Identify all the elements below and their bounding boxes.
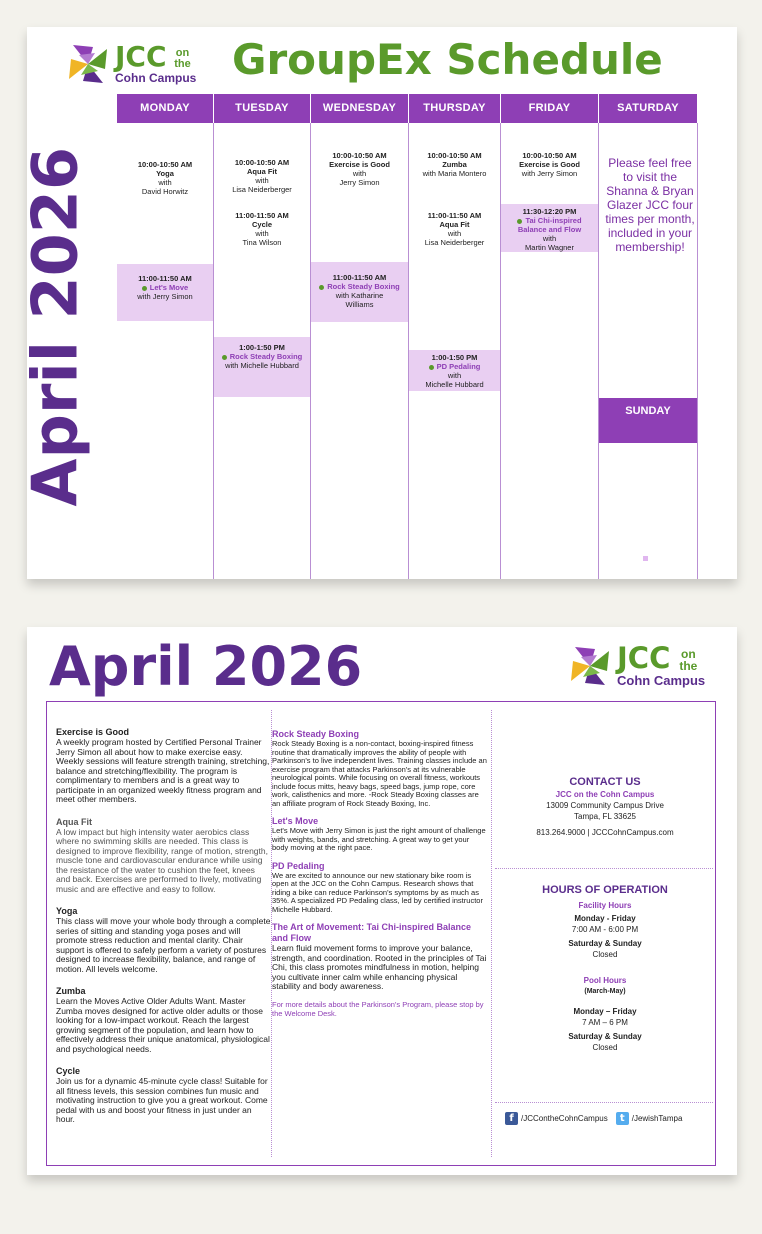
class-name: Zumba [442, 160, 467, 169]
description-heading: Let's Move [272, 816, 319, 826]
class-name: Aqua Fit [439, 220, 470, 229]
schedule-title: GroupEx Schedule [232, 35, 663, 84]
description-block [56, 727, 271, 805]
description-heading: The Art of Movement: Tai Chi-inspired Balance and Flow [272, 922, 472, 943]
class-instructor: Martin Wagner [525, 243, 574, 252]
description-heading: Aqua Fit [56, 816, 92, 827]
class-name: Cycle [251, 220, 272, 229]
class-with: with [542, 234, 557, 243]
class-name: Exercise is Good [519, 160, 580, 169]
class-instructor: Lisa Neiderberger [232, 185, 292, 194]
class-name: Exercise is Good [329, 160, 390, 169]
saturday-membership-note: Please feel free to visit the Shanna & Bryan Glazer JCC four times per month, included in your membership! [605, 156, 695, 254]
description-text: This class will move your whole body through a complete series of sitting and standing yoga poses and will promote stress reduction and mental clarity. Chair support is offered to safely perform a variety of postures designed to increase flexibility, balance, and range of motion. All levels welcome. [56, 916, 271, 974]
pool-weekday-label: Monday – Friday [573, 1007, 637, 1016]
details-title: April 2026 [49, 635, 363, 698]
bullet-dot-icon [429, 365, 434, 370]
descriptions-column-1 [56, 727, 271, 1165]
column-divider [500, 123, 501, 579]
contact-address-line1: 13009 Community Campus Drive [546, 801, 664, 810]
pool-weekend-label: Saturday & Sunday [568, 1032, 642, 1041]
bullet-dot-icon [517, 219, 522, 224]
contact-section [495, 776, 715, 838]
description-heading: Exercise is Good [56, 727, 130, 737]
descriptions-column-2 [272, 729, 487, 1165]
section-divider [495, 868, 713, 869]
class-with: with [158, 178, 172, 187]
description-text: We are excited to announce our new stationary bike room is open at the JCC on the Cohn Campus. Research shows that riding a bike can reduce Parkinson's symptoms by as much as 35%. A specialized PD Pedaling class, led by certified instructor Michelle Hubbard. [272, 870, 483, 914]
class-time: 10:00-10:50 AM [332, 151, 387, 160]
day-header-tuesday: TUESDAY [214, 94, 310, 123]
pool-weekday-hours: 7 AM – 6 PM [582, 1018, 628, 1027]
bullet-dot-icon [222, 355, 227, 360]
class-with: with [255, 229, 269, 238]
day-header-monday: MONDAY [117, 94, 213, 123]
class-name: Let's Move [149, 283, 189, 292]
class-with: with Jerry Simon [521, 169, 578, 178]
facility-hours-heading: Facility Hours [578, 901, 632, 910]
contact-phone-website[interactable]: 813.264.9000 | JCCCohnCampus.com [536, 828, 674, 837]
class-entry-highlighted [214, 337, 310, 397]
pinwheel-logo-icon [567, 643, 613, 689]
class-entry [409, 211, 500, 247]
description-text: A low impact but high intensity water aerobics class where no swimming skills are needed. This class is designed to improve flexibility, range of motion, strength, muscle tone and cardiovascular endurance while using the resistance of the water to cushion the feet, knees and back. Exercises are performed to lively, motivating music and are effective and easy to follow. [56, 826, 268, 894]
class-time: 10:00-10:50 AM [522, 151, 577, 160]
class-entry-highlighted [311, 262, 408, 322]
day-header-wednesday: WEDNESDAY [311, 94, 408, 123]
class-entry [501, 151, 598, 178]
class-instructor: Jerry Simon [339, 178, 380, 187]
decorative-square [643, 556, 648, 561]
class-time: 10:00-10:50 AM [137, 160, 193, 169]
class-with: with [255, 176, 269, 185]
description-text: Join us for a dynamic 45-minute cycle class! Suitable for all fitness levels, this session combines fun music and motivating instruction to give you a great workout. Come pedal with us and boost your fitness in just under an hour. [56, 1076, 268, 1124]
day-header-saturday: SATURDAY [599, 94, 697, 123]
class-time: 10:00-10:50 AM [234, 158, 290, 167]
description-heading: Yoga [56, 906, 78, 916]
description-heading: Rock Steady Boxing [272, 729, 360, 739]
class-name: Tai Chi-inspired Balance and Flow [517, 216, 582, 234]
class-time: 1:00-1:50 PM [431, 353, 478, 362]
logo-jcc-text: JCC [115, 40, 167, 73]
info-column [495, 702, 715, 1165]
column-divider [310, 123, 311, 579]
description-block [56, 1066, 271, 1125]
class-instructor: David Horwitz [141, 187, 189, 196]
column-divider [697, 123, 698, 579]
class-time: 11:00-11:50 AM [427, 211, 482, 220]
description-text: A weekly program hosted by Certified Personal Trainer Jerry Simon all about how to make exercise easy. Weekly sessions will feature strength training, stretching, balance and stretching/flexibility. The program is complimentary to members and is a great way to participate in an organized weekly fitness program and meet other members. [56, 737, 270, 804]
class-entry-highlighted [117, 264, 213, 321]
facebook-icon[interactable]: f [505, 1112, 518, 1125]
description-text: Learn the Moves Active Older Adults Want. Master Zumba moves designed for active older adults or those looking for a low-impact workout. Reach the largest growing segment of the population, and learn how to effectively address their unique anatomical, physiological and psychological needs. [56, 996, 270, 1054]
logo-jcc-text: JCC [617, 641, 671, 675]
sunday-header: SUNDAY [599, 398, 697, 443]
section-divider [495, 1102, 713, 1103]
description-heading: PD Pedaling [272, 860, 325, 871]
column-divider [491, 710, 492, 1157]
bullet-dot-icon [319, 285, 324, 290]
class-instructor: Tina Wilson [242, 238, 282, 247]
pool-hours-heading: Pool Hours [583, 976, 627, 985]
class-entry-highlighted [501, 204, 598, 252]
class-with: with [352, 169, 367, 178]
class-time: 11:00-11:50 AM [235, 211, 289, 220]
class-instructor: Lisa Neiderberger [424, 238, 485, 247]
description-block [272, 816, 487, 853]
facility-weekday-label: Monday - Friday [574, 914, 636, 923]
class-with: with Maria Montero [422, 169, 487, 178]
facility-weekend-label: Saturday & Sunday [568, 939, 642, 948]
class-with: with [447, 229, 462, 238]
description-block [272, 861, 487, 915]
twitter-handle[interactable]: /JewishTampa [631, 1114, 683, 1123]
facebook-handle[interactable]: /JCContheCohnCampus [521, 1114, 608, 1123]
class-time: 11:30-12:20 PM [522, 207, 577, 216]
bullet-dot-icon [142, 286, 147, 291]
logo-campus-text: Cohn Campus [115, 71, 197, 85]
jcc-logo [65, 41, 196, 87]
pinwheel-logo-icon [65, 41, 111, 87]
logo-on-the-text: on the [679, 646, 698, 674]
social-links [505, 1112, 682, 1125]
class-entry [214, 158, 310, 194]
details-card [27, 627, 737, 1175]
jcc-logo [567, 643, 705, 689]
class-with: with [447, 371, 462, 380]
class-entry-highlighted [409, 350, 500, 391]
class-name: Yoga [156, 169, 174, 178]
day-header-friday: FRIDAY [501, 94, 598, 123]
class-time: 11:00-11:50 AM [138, 274, 192, 283]
class-instructor: Williams [345, 300, 374, 309]
description-block [56, 817, 271, 895]
description-text: Rock Steady Boxing is a non-contact, boxing-inspired fitness routine that dramatically improves the ability of people with Parkinson's to live independent lives. Training classes include an exercise program that attacks Parkinson's at its vulnerable neurological points. While focusing on overall fitness, workouts include focus mitts, heavy bags, speed bags, jump rope, core work, calisthenics and more. -Rock Steady Boxing classes are an affiliate program of Rock Steady Boxing, Inc. [272, 739, 487, 808]
parkinsons-program-note: For more details about the Parkinson's Program, please stop by the Welcome Desk. [272, 999, 484, 1018]
description-block [272, 922, 487, 992]
month-vertical-label: April 2026 [18, 146, 92, 507]
contact-org: JCC on the Cohn Campus [555, 790, 655, 799]
schedule-grid [117, 94, 697, 579]
class-time: 10:00-10:50 AM [427, 151, 482, 160]
logo-on-the-text: on the [174, 46, 191, 71]
logo-campus-text: Cohn Campus [617, 673, 706, 688]
class-time: 11:00-11:50 AM [332, 273, 387, 282]
class-name: Rock Steady Boxing [229, 352, 303, 361]
details-box [46, 701, 716, 1166]
facility-weekend-hours: Closed [592, 950, 618, 959]
hours-title: HOURS OF OPERATION [542, 884, 668, 896]
pool-weekend-hours: Closed [592, 1043, 618, 1052]
description-heading: Zumba [56, 986, 86, 996]
class-entry [311, 151, 408, 187]
description-text: Learn fluid movement forms to improve your balance, strength, and coordination. Rooted in the principles of Tai Chi, this class promotes mindfulness in motion, helping you cultivate inner calm while enhancing physical stability and body awareness. [272, 943, 487, 991]
contact-title: CONTACT US [569, 776, 641, 788]
description-block [272, 729, 487, 808]
contact-address-line2: Tampa, FL 33625 [574, 812, 636, 821]
class-with: with Michelle Hubbard [225, 361, 299, 370]
class-instructor: Michelle Hubbard [425, 380, 484, 389]
class-name: Rock Steady Boxing [327, 282, 400, 291]
description-block [56, 986, 271, 1054]
twitter-icon[interactable]: t [616, 1112, 629, 1125]
class-time: 1:00-1:50 PM [239, 343, 285, 352]
class-with: with Katharine [335, 291, 384, 300]
description-text: Let's Move with Jerry Simon is just the right amount of challenge with weights, bands, and stretching. A great way to get your body moving at the right pace. [272, 826, 486, 852]
class-name: PD Pedaling [436, 362, 481, 371]
class-entry [214, 211, 310, 247]
class-entry [409, 151, 500, 178]
hours-section [495, 884, 715, 1053]
class-entry [117, 160, 213, 196]
class-name: Aqua Fit [247, 167, 277, 176]
class-with: with Jerry Simon [137, 292, 193, 301]
pool-season: (March-May) [584, 988, 626, 995]
facility-weekday-hours: 7:00 AM - 6:00 PM [571, 925, 639, 934]
schedule-card [18, 27, 737, 579]
description-block [56, 906, 271, 974]
column-divider [598, 123, 599, 579]
day-header-thursday: THURSDAY [409, 94, 500, 123]
description-heading: Cycle [56, 1066, 81, 1076]
